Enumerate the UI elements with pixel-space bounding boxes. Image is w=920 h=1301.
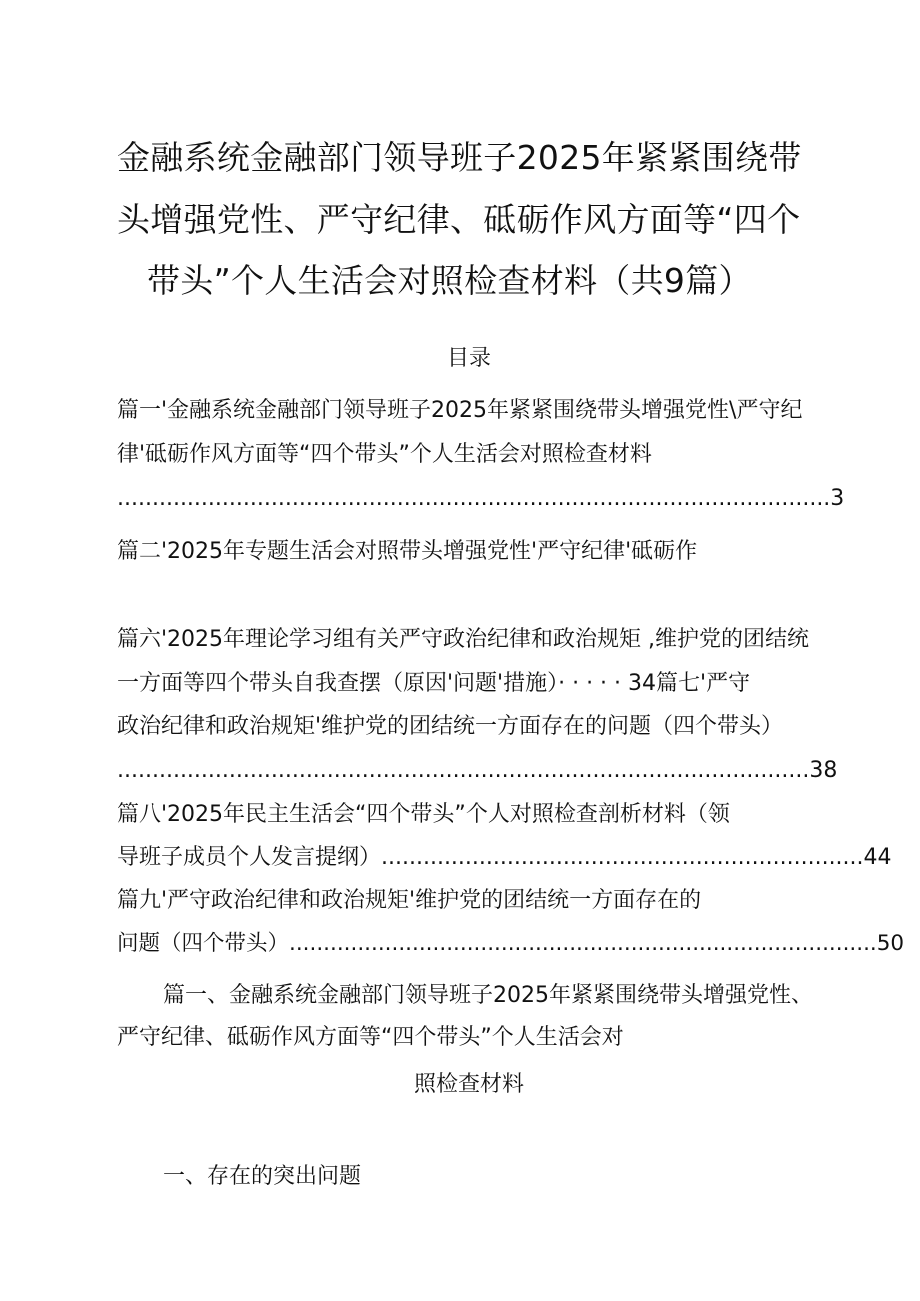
section-title-line-1: 篇一、金融系统金融部门领导班子2025年紧紧围绕带头增强党性、 — [163, 983, 813, 1008]
toc-line: 一方面等四个带头自我查摆（原因'问题'措施）· · · · · 34篇七'严守 — [117, 671, 751, 696]
toc-line: 篇六'2025年理论学习组有关严守政治纪律和政治规矩 ,维护党的团结统 — [117, 627, 810, 652]
toc-line: 政治纪律和政治规矩'维护党的团结统一方面存在的问题（四个带头） — [117, 714, 784, 739]
document-title-line-3: 带头”个人生活会对照检查材料（共9篇） — [147, 261, 752, 300]
toc-line-page-50: 问题（四个带头）......................................................................................50 — [117, 931, 905, 956]
document-title-line-2: 头增强党性、严守纪律、砥砺作风方面等“四个 — [117, 200, 801, 239]
toc-line: 篇八'2025年民主生活会“四个带头”个人对照检查剖析材料（领 — [117, 802, 730, 827]
toc-leader-page-38: ...................................................................................................38 — [117, 758, 838, 783]
toc-line: 篇九'严守政治纪律和政治规矩'维护党的团结统一方面存在的 — [117, 888, 702, 913]
toc-heading: 目录 — [447, 346, 492, 371]
toc-line-page-44: 导班子成员个人发言提纲）.....................................................................44 — [117, 845, 892, 870]
toc-line: 律'砥砺作风方面等“四个带头”个人生活会对照检查材料 — [117, 442, 652, 467]
toc-leader-page-3: ......................................................................................................3 — [117, 486, 845, 511]
section-title-line-2: 严守纪律、砥砺作风方面等“四个带头”个人生活会对 — [117, 1025, 624, 1050]
document-title-line-1: 金融系统金融部门领导班子2025年紧紧围绕带 — [117, 138, 802, 177]
section-title-line-3: 照检查材料 — [414, 1072, 525, 1097]
toc-line: 篇一'金融系统金融部门领导班子2025年紧紧围绕带头增强党性\严守纪 — [117, 398, 803, 423]
toc-line: 篇二'2025年专题生活会对照带头增强党性'严守纪律'砥砺作 — [117, 539, 698, 564]
section-heading: 一、存在的突出问题 — [163, 1164, 362, 1189]
